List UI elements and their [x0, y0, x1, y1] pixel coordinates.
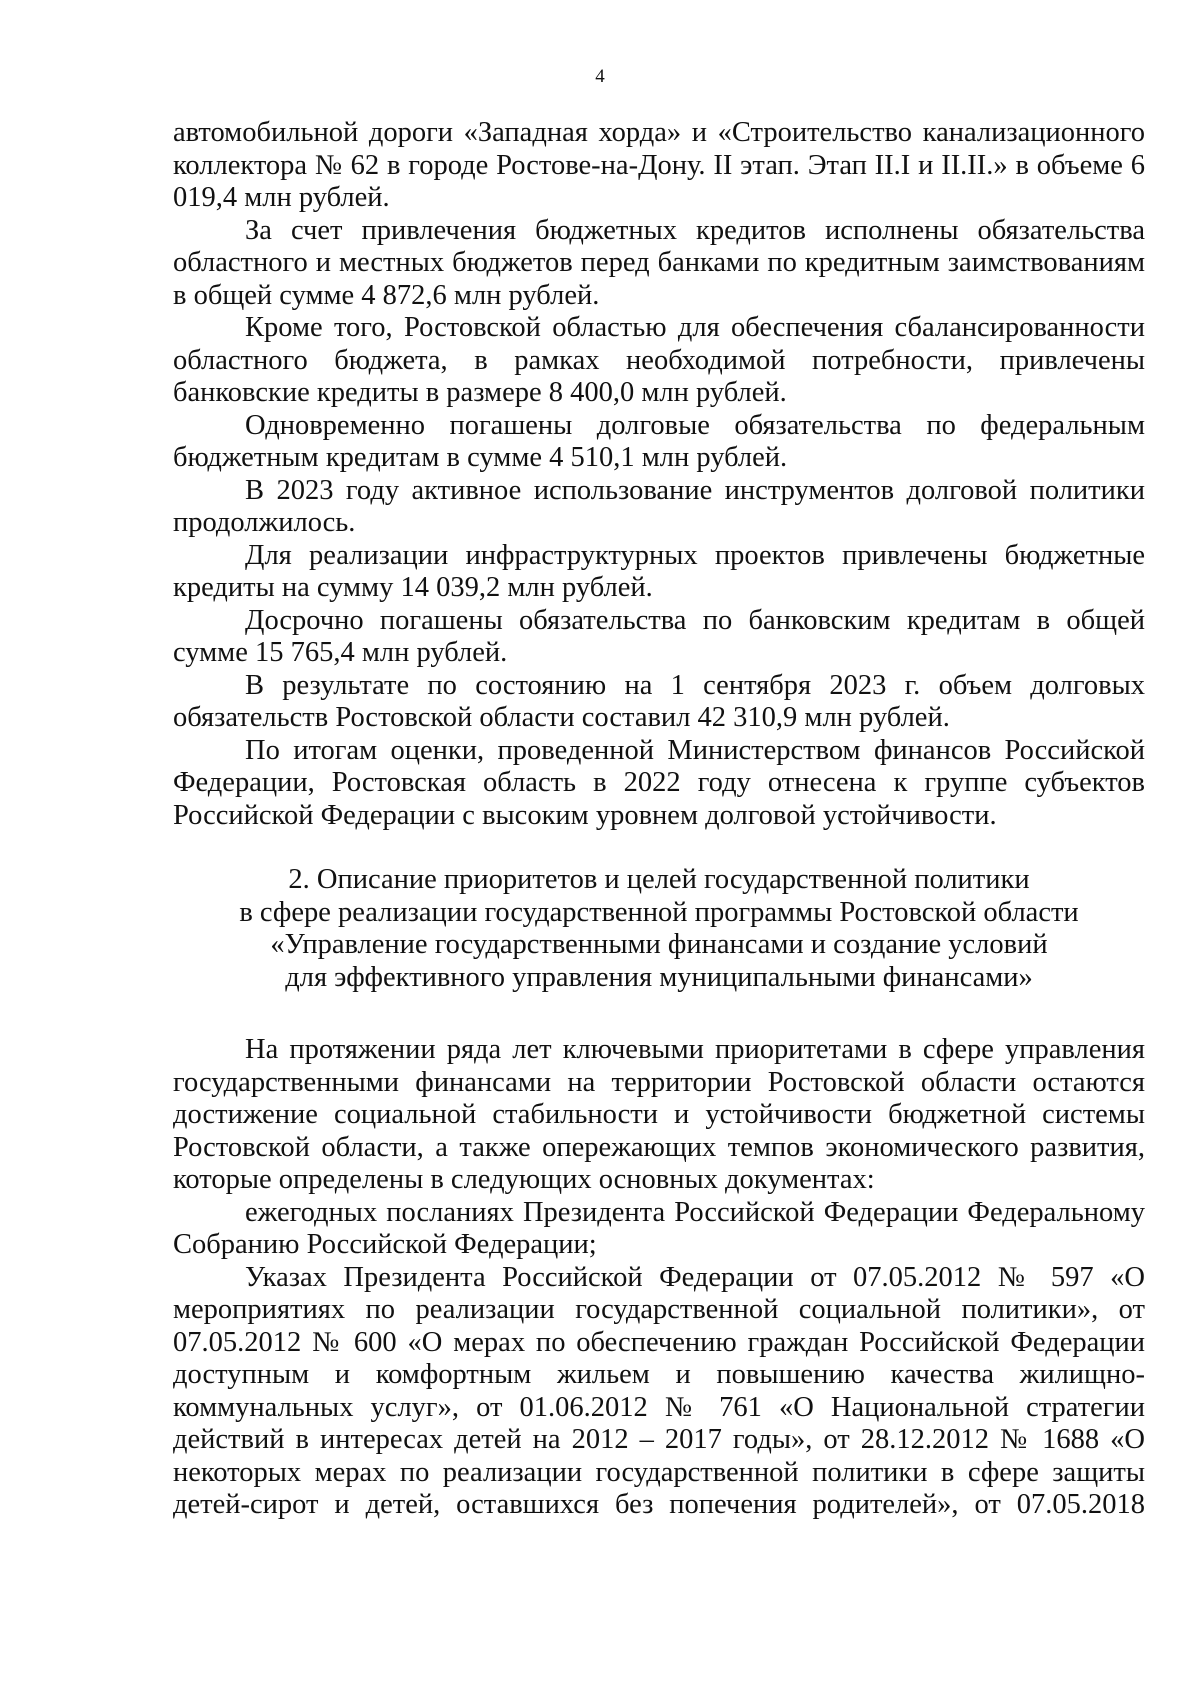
paragraph-infrastructure: Для реализации инфраструктурных проектов привлечены бюджетные кредиты на сумму 14 039,2 млн рублей.	[173, 539, 1145, 603]
debt-policy-section	[173, 117, 1145, 832]
paragraph-bank-credits: Кроме того, Ростовской областью для обеспечения сбалансированности областного бюджета, в рамках необходимой потребности, привлечены банковские кредиты в размере 8 400,0 млн рублей.	[173, 312, 1145, 408]
page-number: 4	[595, 66, 605, 87]
paragraph-priorities: На протяжении ряда лет ключевыми приоритетами в сфере управления государственными финансами на территории Ростовской области остаются достижение социальной стабильности и устойчивости бюджетной системы Ростовской области, а также опережающих темпов экономического развития, которые определены в следующих основных документах:	[173, 1034, 1145, 1195]
section-heading	[173, 864, 1145, 994]
paragraph-continuation: автомобильной дороги «Западная хорда» и «Строительство канализационного коллектора № 62 в городе Ростове-на-Дону. II этап. Этап II.I и II.II.» в объеме 6 019,4 млн рублей.	[173, 117, 1145, 213]
heading-line: в сфере реализации государственной программы Ростовской области	[239, 896, 1079, 928]
paragraph-early-repayment: Досрочно погашены обязательства по банковским кредитам в общей сумме 15 765,4 млн рублей.	[173, 604, 1145, 668]
paragraph-federal-repayment: Одновременно погашены долговые обязательства по федеральным бюджетным кредитам в сумме 4 510,1 млн рублей.	[173, 409, 1145, 473]
priorities-section	[173, 1034, 1145, 1522]
heading-line: 2. Описание приоритетов и целей государственной политики	[288, 864, 1030, 895]
paragraph-presidential-messages: ежегодных посланиях Президента Российской Федерации Федеральному Собранию Российской Федерации;	[173, 1196, 1145, 1260]
paragraph-2023-policy: В 2023 году активное использование инструментов долговой политики продолжилось.	[173, 474, 1145, 538]
paragraph-debt-volume: В результате по состоянию на 1 сентября 2023 г. объем долговых обязательств Ростовской области составил 42 310,9 млн рублей.	[173, 669, 1145, 733]
heading-line: «Управление государственными финансами и создание условий	[270, 929, 1048, 960]
paragraph-ministry-assessment: По итогам оценки, проведенной Министерством финансов Российской Федерации, Ростовская область в 2022 году отнесена к группе субъектов Российской Федерации с высоким уровнем долговой устойчивости.	[173, 734, 1145, 831]
heading-line: для эффективного управления муниципальными финансами»	[285, 961, 1033, 993]
paragraph-budget-credits: За счет привлечения бюджетных кредитов исполнены обязательства областного и местных бюджетов перед банками по кредитным заимствованиям в общей сумме 4 872,6 млн рублей.	[173, 214, 1145, 311]
paragraph-presidential-decrees: Указах Президента Российской Федерации от 07.05.2012 № 597 «О мероприятиях по реализации государственной социальной политики», от 07.05.2012 № 600 «О мерах по обеспечению граждан Российской Федерации доступным и комфортным жильем и повышению качества жилищно-коммунальных услуг», от 01.06.2012 № 761 «О Национальной стратегии действий в интересах детей на 2012 – 2017 годы», от 28.12.2012 № 1688 «О некоторых мерах по реализации государственной политики в сфере защиты детей-сирот и детей, оставшихся без попечения родителей», от 07.05.2018	[173, 1261, 1145, 1520]
